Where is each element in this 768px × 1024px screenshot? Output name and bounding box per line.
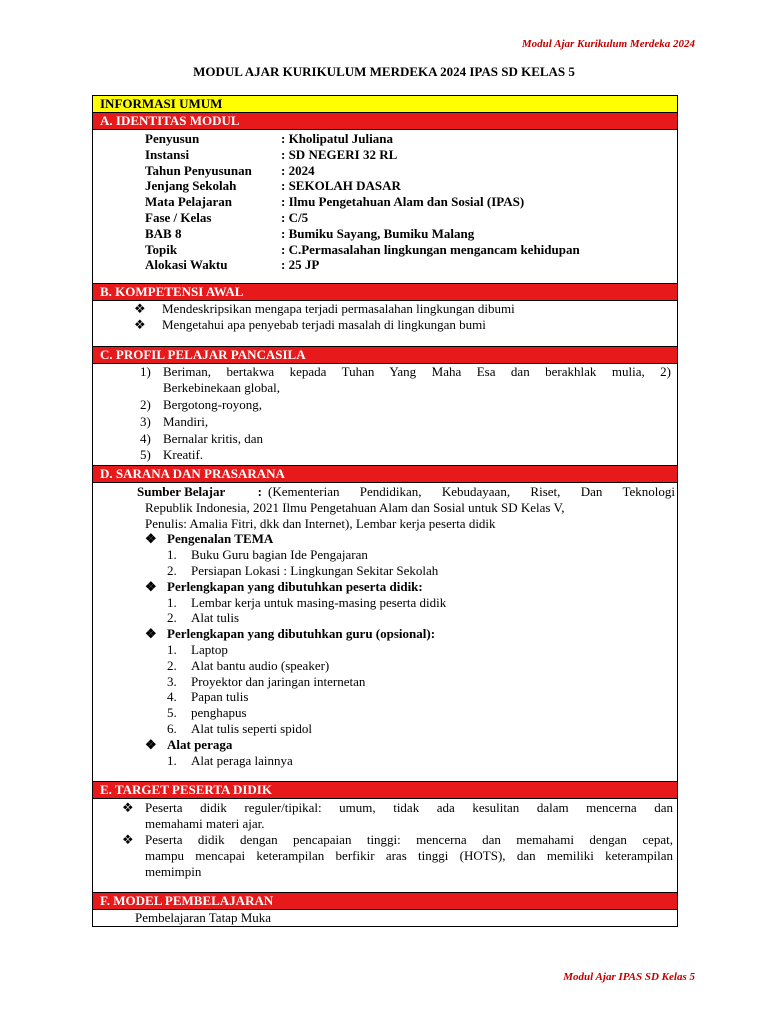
- list-item-text: Beriman, bertakwa kepada Tuhan Yang Maha Esa dan berakhlak mulia, 2): [163, 363, 671, 379]
- identitas-row: [145, 257, 677, 273]
- identitas-label: Tahun Penyusunan: [145, 162, 252, 178]
- list-item: [145, 721, 675, 737]
- group-title-text: Perlengkapan yang dibutuhkan peserta didik:: [167, 578, 423, 594]
- identitas-label: Fase / Kelas: [145, 209, 212, 225]
- list-item-text: memimpin: [145, 863, 202, 879]
- group-title: [145, 626, 675, 642]
- sumber-belajar-colon: :: [257, 483, 262, 499]
- diamond-bullet-icon: ❖: [122, 831, 134, 847]
- list-number: 1.: [167, 594, 177, 610]
- target-section: [93, 799, 677, 893]
- identitas-value: : SD NEGERI 32 RL: [281, 146, 398, 162]
- header-right-text: Modul Ajar Kurikulum Merdeka 2024: [521, 38, 695, 50]
- identitas-value: : Kholipatul Juliana: [281, 131, 393, 146]
- identitas-label: Alokasi Waktu: [145, 257, 228, 273]
- list-item: [145, 689, 675, 705]
- diamond-bullet-icon: ❖: [134, 301, 146, 317]
- list-item: [145, 674, 675, 690]
- identitas-value: : SEKOLAH DASAR: [281, 178, 401, 194]
- identitas-value: : 2024: [281, 162, 315, 178]
- list-number: 5.: [167, 705, 177, 721]
- identitas-row: [145, 131, 677, 147]
- diamond-bullet-icon: ❖: [145, 531, 157, 547]
- identitas-label: Jenjang Sekolah: [145, 178, 237, 194]
- model-heading: F. MODEL PEMBELAJARAN: [93, 893, 677, 910]
- sumber-belajar-label-wrap: [137, 484, 268, 500]
- list-number: 2): [140, 397, 151, 413]
- list-number: 1.: [167, 547, 177, 563]
- identitas-section: [93, 130, 677, 284]
- group-peserta: [120, 579, 675, 626]
- list-item-text: Proyektor dan jaringan internetan: [191, 673, 366, 689]
- profil-section: [93, 364, 677, 466]
- list-number: 2.: [167, 610, 177, 626]
- list-item-text: Alat tulis seperti spidol: [191, 720, 312, 736]
- list-item-text: Alat peraga lainnya: [191, 752, 293, 768]
- list-number: 1.: [167, 641, 177, 657]
- identitas-row: [145, 226, 677, 242]
- list-item-text: Buku Guru bagian Ide Pengajaran: [191, 547, 368, 563]
- group-title-text: Perlengkapan yang dibutuhkan guru (opsional):: [167, 626, 436, 642]
- list-item: [122, 832, 673, 879]
- list-number: 5): [140, 447, 151, 463]
- list-item-text: Kreatif.: [163, 447, 204, 463]
- model-section: [93, 910, 677, 926]
- identitas-value: : 25 JP: [281, 257, 320, 273]
- list-number: 2.: [167, 657, 177, 673]
- list-item-text: Laptop: [191, 641, 228, 657]
- list-item: [140, 414, 671, 431]
- identitas-value: : C.Permasalahan lingkungan mengancam kehidupan: [281, 241, 580, 257]
- list-item: [140, 447, 671, 464]
- list-item-text: mampu mencapai keterampilan berfikir aras tinggi (HOTS), dan memiliki keterampilan: [145, 847, 673, 863]
- list-item-text: Alat bantu audio (speaker): [191, 657, 330, 673]
- group-title: [145, 737, 675, 753]
- list-number: 6.: [167, 720, 177, 736]
- list-item: [145, 547, 675, 563]
- group-title-text: Alat peraga: [167, 736, 233, 752]
- list-number: 2.: [167, 562, 177, 578]
- list-item: [140, 397, 671, 414]
- identitas-value: : Ilmu Pengetahuan Alam dan Sosial (IPAS): [281, 194, 525, 210]
- identitas-value: : C/5: [281, 209, 309, 225]
- list-item: [122, 800, 673, 832]
- sumber-belajar-line: [120, 484, 675, 500]
- diamond-bullet-icon: ❖: [145, 736, 157, 752]
- list-number: 4.: [167, 689, 177, 705]
- group-pengenalan: [120, 531, 675, 578]
- profil-heading: C. PROFIL PELAJAR PANCASILA: [93, 347, 677, 364]
- list-item: [134, 301, 677, 317]
- list-item: [145, 595, 675, 611]
- list-item-text: memahami materi ajar.: [145, 816, 265, 832]
- list-item-text: Mendeskripsikan mengapa terjadi permasalahan lingkungan dibumi: [162, 301, 515, 317]
- group-alat-peraga: [120, 737, 675, 769]
- identitas-heading: A. IDENTITAS MODUL: [93, 113, 677, 130]
- diamond-bullet-icon: ❖: [145, 578, 157, 594]
- list-item-text: Peserta didik reguler/tipikal: umum, tidak ada kesulitan dalam mencerna dan: [145, 800, 673, 816]
- sumber-belajar-text: Republik Indonesia, 2021 Ilmu Pengetahuan Alam dan Sosial untuk SD Kelas V,: [145, 499, 565, 515]
- list-number: 3.: [167, 673, 177, 689]
- list-item-text: Berkebinekaan global,: [163, 380, 280, 396]
- list-item: [140, 364, 671, 397]
- document-title: MODUL AJAR KURIKULUM MERDEKA 2024 IPAS SD KELAS 5: [193, 64, 575, 79]
- kompetensi-heading: B. KOMPETENSI AWAL: [93, 284, 677, 301]
- list-number: 1.: [167, 752, 177, 768]
- list-item-text: Bernalar kritis, dan: [163, 430, 263, 446]
- identitas-value: : Bumiku Sayang, Bumiku Malang: [281, 225, 475, 241]
- missing-glyph-icon: [120, 910, 135, 926]
- sarana-heading: D. SARANA DAN PRASARANA: [93, 466, 677, 483]
- identitas-label: Mata Pelajaran: [145, 194, 233, 210]
- group-title: [145, 531, 675, 547]
- list-item-text: Papan tulis: [191, 689, 249, 705]
- list-number: 3): [140, 413, 151, 429]
- list-item-text: Mandiri,: [163, 413, 209, 429]
- list-item: [145, 563, 675, 579]
- list-item-text: Alat tulis: [191, 610, 240, 626]
- identitas-row: [145, 242, 677, 258]
- identitas-row: [145, 178, 677, 194]
- list-item: [145, 642, 675, 658]
- info-umum-heading: INFORMASI UMUM: [93, 96, 677, 113]
- identitas-row: [145, 163, 677, 179]
- target-heading: E. TARGET PESERTA DIDIK: [93, 782, 677, 799]
- sumber-belajar-text: Penulis: Amalia Fitri, dkk dan Internet), Lembar kerja peserta didik: [145, 515, 496, 531]
- list-item: [134, 317, 677, 333]
- list-item: [145, 705, 675, 721]
- list-item: [120, 910, 677, 926]
- sumber-belajar-label: Sumber Belajar: [137, 483, 226, 499]
- diamond-bullet-icon: ❖: [134, 316, 146, 332]
- identitas-row: [145, 210, 677, 226]
- list-item-text: Persiapan Lokasi : Lingkungan Sekitar Sekolah: [191, 562, 439, 578]
- list-item: [140, 431, 671, 448]
- sumber-belajar-text: (Kementerian Pendidikan, Kebudayaan, Riset, Dan Teknologi: [268, 483, 675, 499]
- missing-glyph-icon: [120, 484, 137, 500]
- identitas-label: BAB 8: [145, 225, 182, 241]
- list-item-text: Mengetahui apa penyebab terjadi masalah di lingkungan bumi: [162, 316, 486, 332]
- group-title: [145, 579, 675, 595]
- list-item-text: Peserta didik dengan pencapaian tinggi: mencerna dan memahami dengan cepat,: [145, 831, 673, 847]
- list-number: 4): [140, 430, 151, 446]
- identitas-label: Penyusun: [145, 131, 200, 146]
- kompetensi-section: [93, 301, 677, 347]
- list-item-text: Lembar kerja untuk masing-masing peserta didik: [191, 594, 447, 610]
- list-number: 1): [140, 363, 151, 379]
- identitas-label: Topik: [145, 241, 178, 257]
- identitas-row: [145, 194, 677, 210]
- footer-right-text: Modul Ajar IPAS SD Kelas 5: [563, 971, 695, 983]
- sarana-section: [93, 483, 677, 782]
- list-item: [145, 610, 675, 626]
- group-title-text: Pengenalan TEMA: [167, 531, 274, 547]
- list-item-text: penghapus: [191, 705, 247, 721]
- list-item-text: Pembelajaran Tatap Muka: [135, 910, 272, 926]
- list-item-text: Bergotong-royong,: [163, 397, 263, 413]
- identitas-label: Instansi: [145, 146, 190, 162]
- diamond-bullet-icon: ❖: [145, 626, 157, 642]
- list-item: [145, 658, 675, 674]
- list-item: [145, 753, 675, 769]
- identitas-row: [145, 147, 677, 163]
- module-table: [92, 95, 678, 927]
- group-guru: [120, 626, 675, 737]
- diamond-bullet-icon: ❖: [122, 800, 134, 816]
